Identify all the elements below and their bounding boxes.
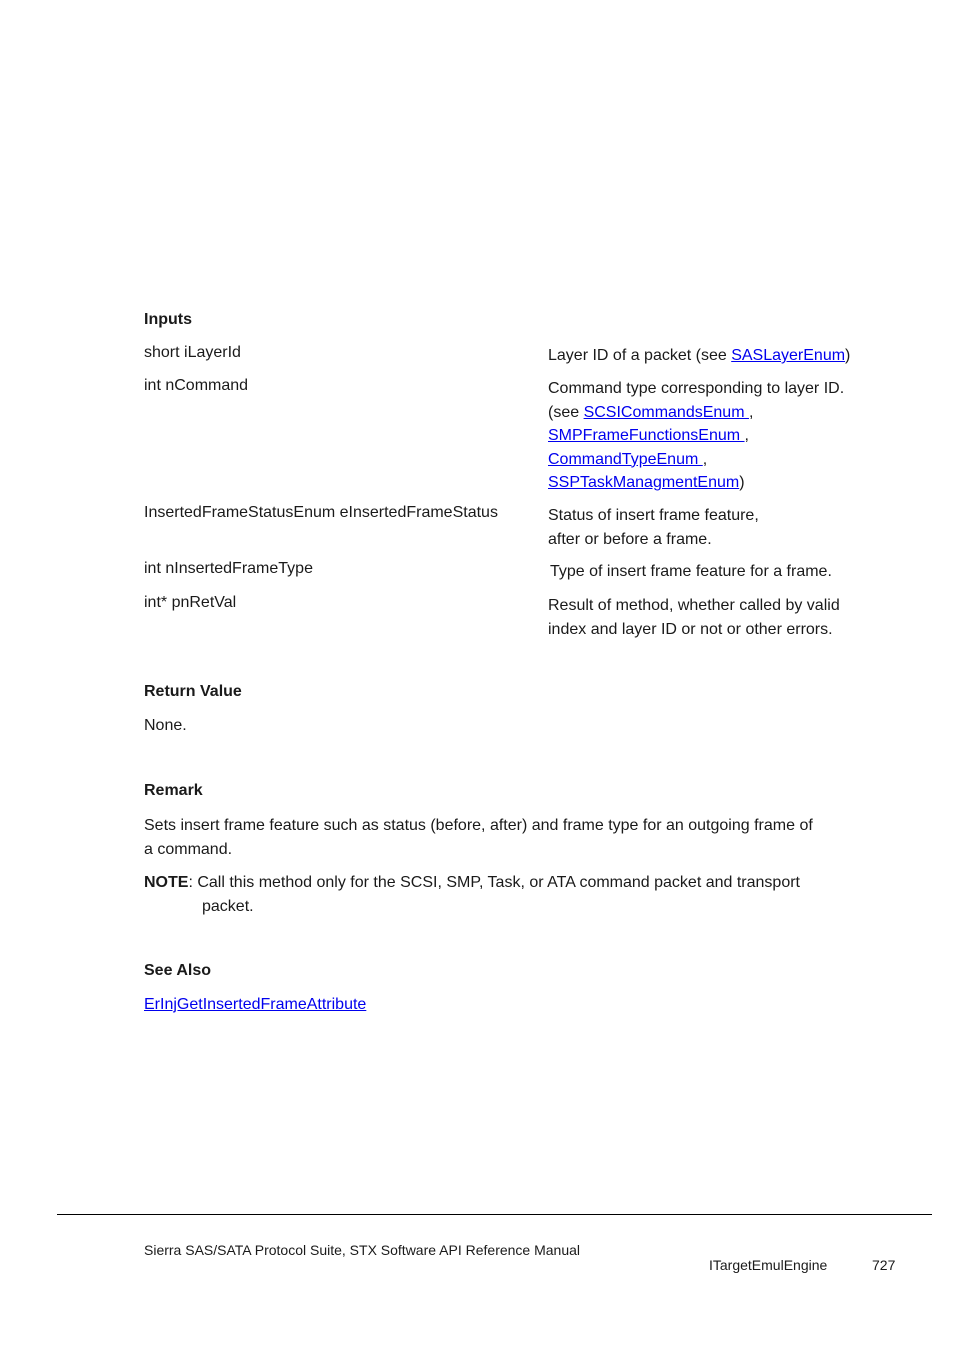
param-name-ninsertedframetype: int nInsertedFrameType [144, 560, 313, 577]
desc-text: ) [739, 474, 745, 491]
smpframefunctionsenum-link[interactable]: SMPFrameFunctionsEnum [548, 427, 745, 444]
footer-section: ITargetEmulEngine [709, 1257, 828, 1273]
param-desc-ninsertedframetype [550, 560, 910, 584]
inputs-heading: Inputs [144, 311, 192, 328]
desc-line: Status of insert frame feature, [548, 507, 759, 524]
desc-text: Layer ID of a packet (see [548, 347, 732, 364]
footer-page-number: 727 [872, 1257, 896, 1273]
saslayerenum-link[interactable]: SASLayerEnum [731, 347, 846, 364]
ssptaskmanagmentenum-link[interactable]: SSPTaskManagmentEnum [548, 474, 740, 491]
desc-text: (see [548, 403, 584, 421]
desc-line: Command type corresponding to layer ID. [548, 380, 845, 397]
footer-manual-title: Sierra SAS/SATA Protocol Suite, STX Software API Reference Manual [144, 1242, 581, 1258]
desc-line [548, 448, 908, 472]
desc-line: after or before a frame. [548, 530, 712, 548]
desc-text: ) [845, 347, 851, 364]
commandtypeenum-link[interactable]: CommandTypeEnum [548, 450, 703, 468]
desc-line [548, 471, 908, 495]
desc-line [548, 424, 908, 448]
separator: , [702, 450, 708, 468]
desc-line [548, 401, 908, 425]
remark-line-2: a command. [144, 841, 233, 858]
separator: , [744, 427, 749, 444]
remark-line-1: Sets insert frame feature such as status (before, after) and frame type for an outgoing frame of [144, 817, 813, 834]
param-desc-pnretval [548, 594, 908, 641]
remark-heading: Remark [144, 782, 203, 799]
note-line-2: packet. [202, 898, 254, 915]
param-desc-ncommand [548, 377, 908, 495]
note-line-1 [144, 871, 800, 895]
note-text: : Call this method only for the SCSI, SMP, Task, or ATA command packet and transport [188, 874, 800, 891]
desc-line: index and layer ID or not or other errors. [548, 620, 833, 638]
param-name-einsertedframestatus: InsertedFrameStatusEnum eInsertedFrameStatus [144, 504, 498, 521]
return-value-text: None. [144, 717, 187, 734]
separator: , [748, 403, 754, 421]
param-desc-ilayerid [548, 344, 908, 368]
param-name-ilayerid: short iLayerId [144, 344, 241, 361]
desc-line: Type of insert frame feature for a frame. [550, 563, 832, 580]
see-also-item [144, 993, 366, 1017]
scsicommandsenum-link[interactable]: SCSICommandsEnum [583, 403, 749, 421]
param-name-ncommand: int nCommand [144, 377, 249, 394]
param-name-pnretval: int* pnRetVal [144, 594, 237, 611]
return-value-heading: Return Value [144, 683, 242, 700]
param-desc-einsertedframestatus [548, 504, 908, 551]
desc-line: Result of method, whether called by valid [548, 597, 840, 614]
erinjgetinsertedframeattribute-link[interactable]: ErInjGetInsertedFrameAttribute [144, 996, 367, 1013]
note-label: NOTE [144, 874, 189, 891]
see-also-heading: See Also [144, 962, 211, 979]
footer-divider [57, 1214, 932, 1215]
